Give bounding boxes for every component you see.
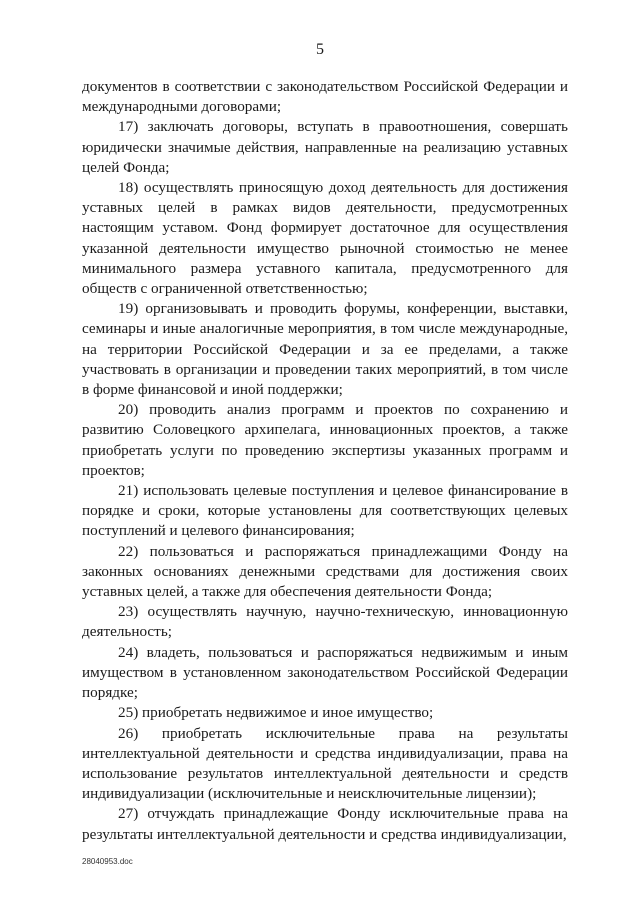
paragraph-continuation: документов в соответствии с законодательством Российской Федерации и международными договорами; <box>82 78 568 116</box>
paragraph-item-17: 17) заключать договоры, вступать в правоотношения, совершать юридически значимые действия, направленные на реализацию уставных целей Фонда; <box>82 118 568 176</box>
paragraph-item-22: 22) пользоваться и распоряжаться принадлежащими Фонду на законных основаниях денежными средствами для достижения своих уставных целей, а также для обеспечения деятельности Фонда; <box>82 542 568 601</box>
paragraph-item-20: 20) проводить анализ программ и проектов по сохранению и развитию Соловецкого архипелага, инновационных проектов, а также приобретать услуги по проведению экспертизы указанных программ и проектов; <box>82 401 568 479</box>
footer-filename: 28040953.doc <box>82 857 133 866</box>
paragraph-item-19: 19) организовывать и проводить форумы, конференции, выставки, семинары и иные аналогичные мероприятия, в том числе международные, на территории Российской Федерации и за ее пределами, а также участвовать в организации и проведении таких мероприятий, в том числе в форме финансовой и иной поддержки; <box>82 300 568 399</box>
page-number: 5 <box>316 41 324 58</box>
paragraph-item-26: 26) приобретать исключительные права на результаты интеллектуальной деятельности и средства индивидуализации, права на использование результатов интеллектуальной деятельности и средств индивидуализации (исключительные и неисключительные лицензии); <box>82 724 568 803</box>
paragraph-item-25: 25) приобретать недвижимое и иное имущество; <box>118 704 434 722</box>
paragraph-item-27: 27) отчуждать принадлежащие Фонду исключительные права на результаты интеллектуальной деятельности и средства индивидуализации, <box>82 805 568 843</box>
document-body <box>82 77 568 845</box>
paragraph-item-24: 24) владеть, пользоваться и распоряжаться недвижимым и иным имуществом в установленном законодательством Российской Федерации порядке; <box>82 643 568 702</box>
paragraph-item-21: 21) использовать целевые поступления и целевое финансирование в порядке и сроки, которые установлены для соответствующих целевых поступлений и целевого финансирования; <box>82 482 568 540</box>
paragraph-item-18: 18) осуществлять приносящую доход деятельность для достижения уставных целей в рамках видов деятельности, предусмотренных настоящим уставом. Фонд формирует достаточное для осуществления указанной деятельности имущество рыночной стоимостью не менее минимального размера уставного капитала, предусмотренного для обществ с ограниченной ответственностью; <box>82 179 568 298</box>
paragraph-item-23: 23) осуществлять научную, научно-техническую, инновационную деятельность; <box>82 603 568 641</box>
